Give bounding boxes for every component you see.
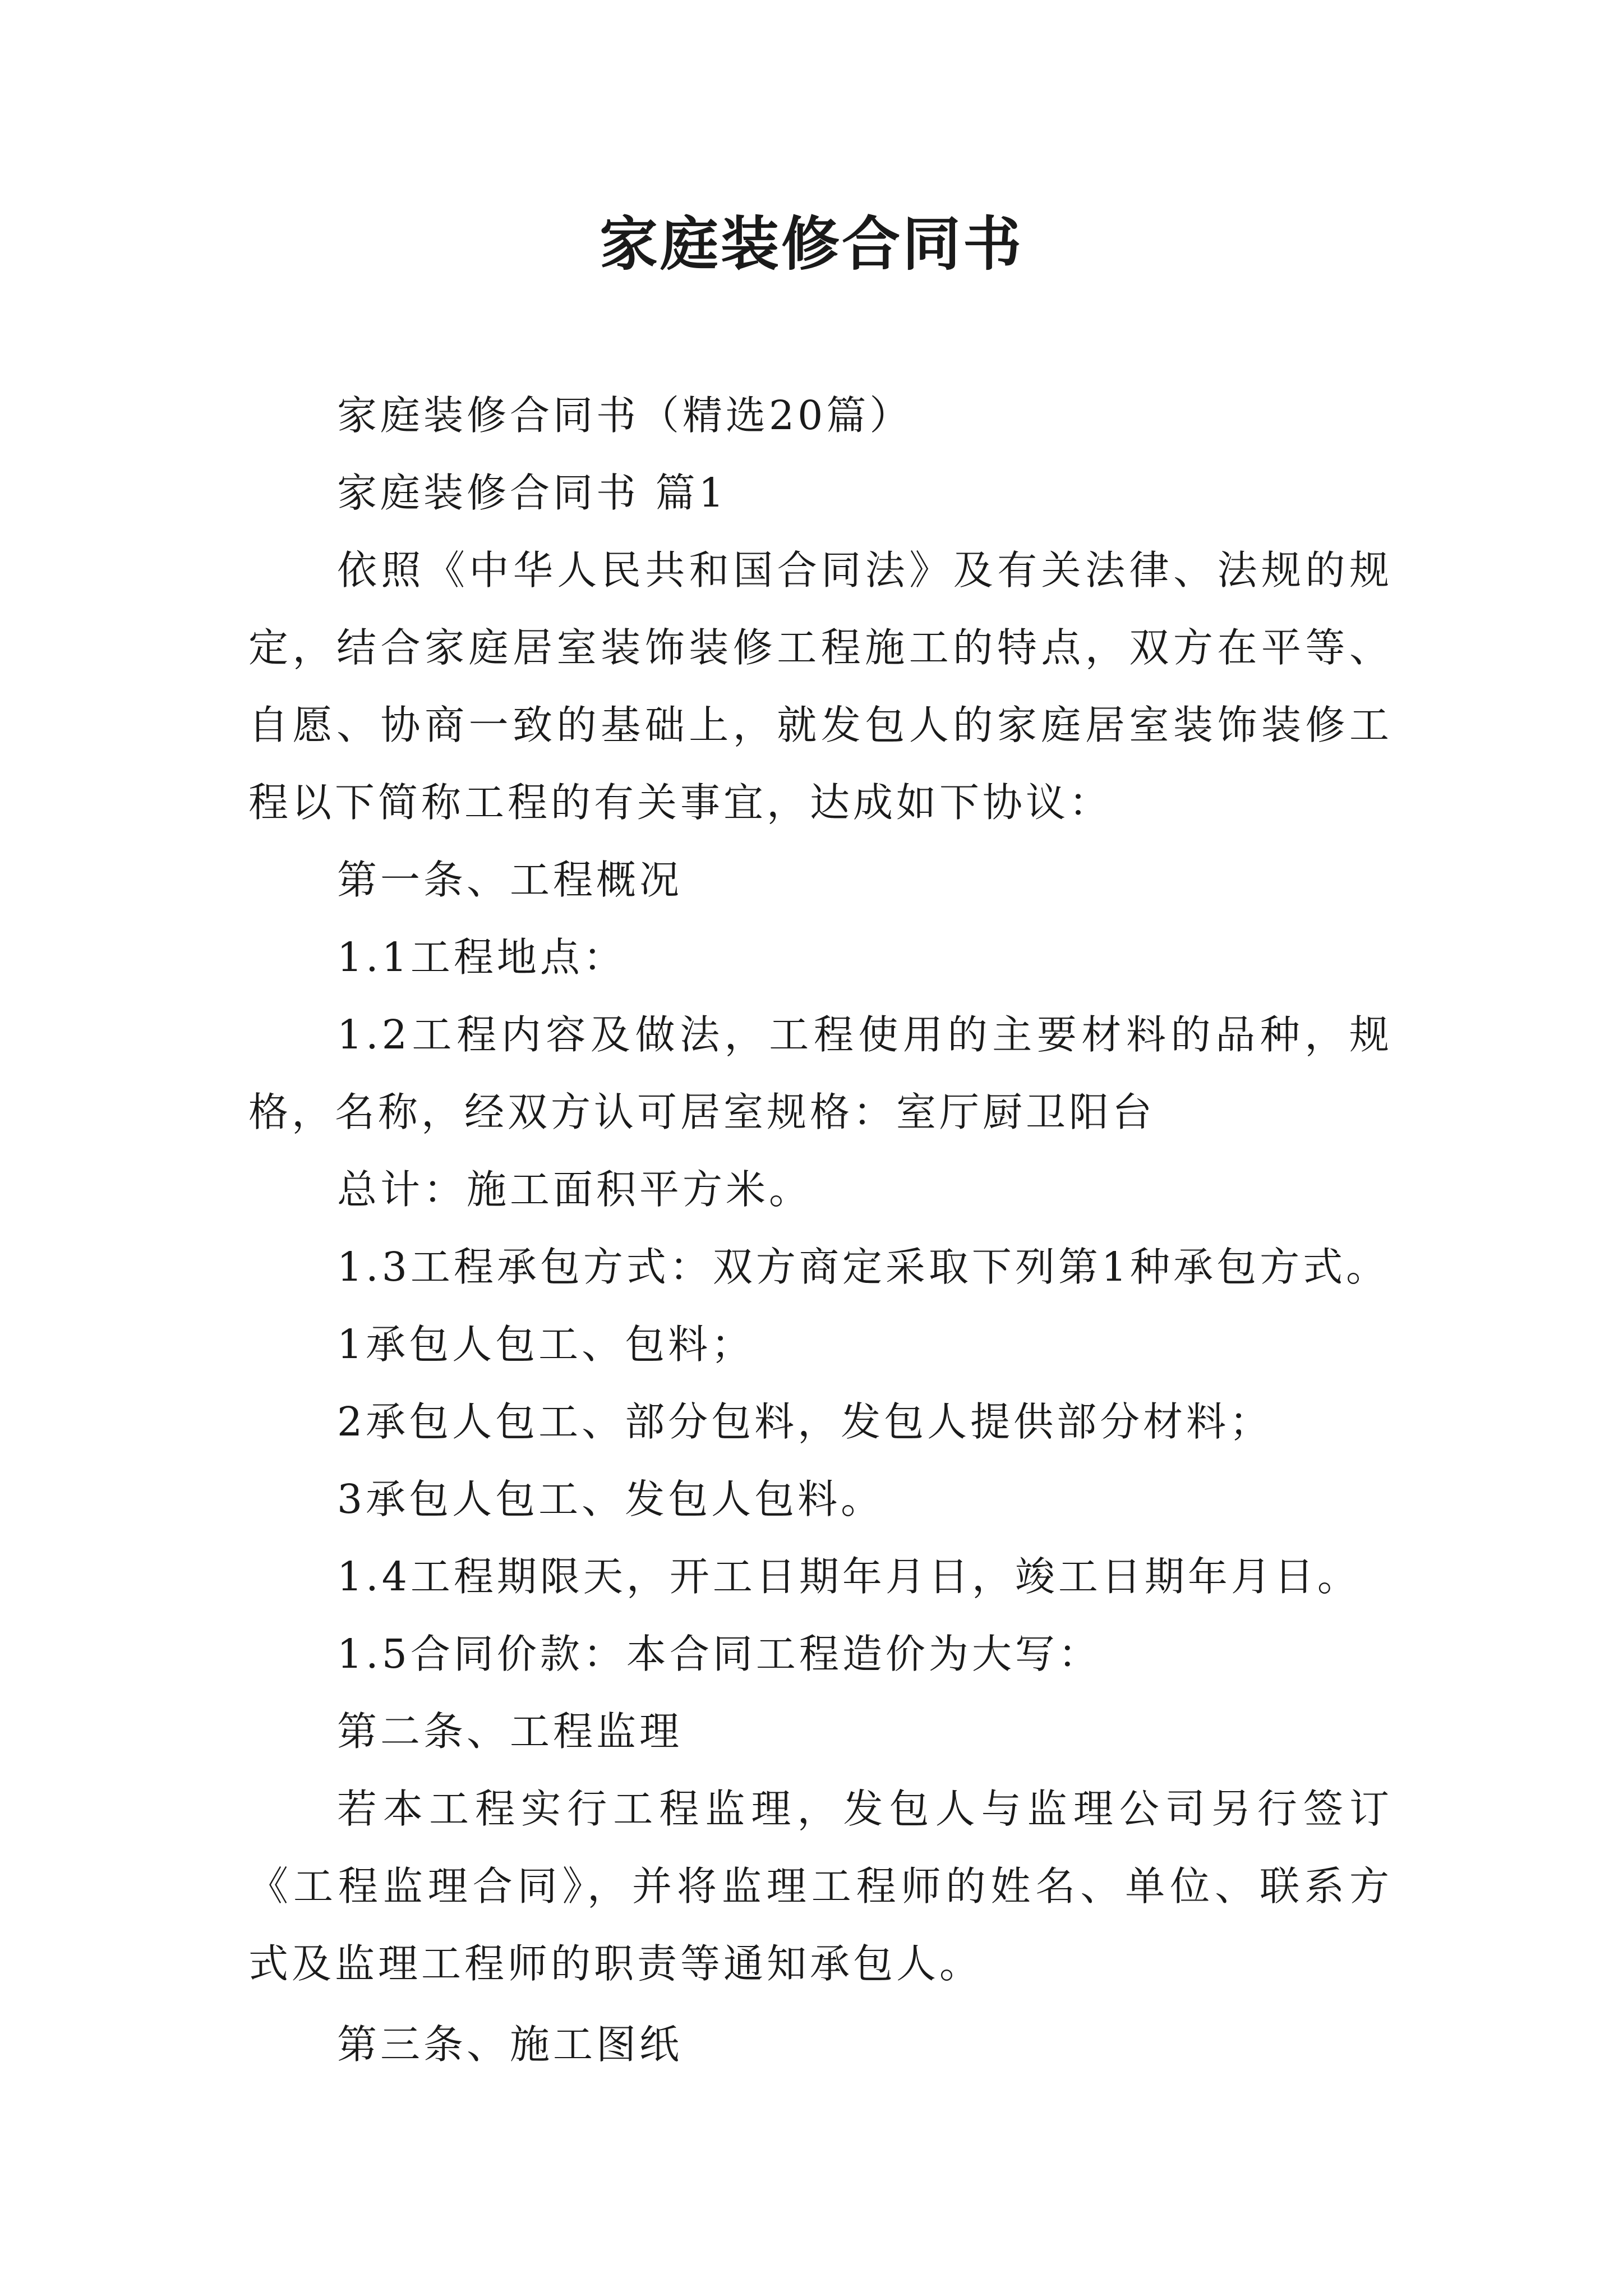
article-heading: 第二条、工程监理	[337, 1708, 683, 1755]
clause-paragraph: 1.2工程内容及做法，工程使用的主要材料的品种，规格，名称，经双方认可居室规格：室厅厨卫阳台	[248, 1011, 1393, 1135]
clause-paragraph: 1.4工程期限天，开工日期年月日，竣工日期年月日。	[337, 1553, 1361, 1600]
option-item: 1承包人包工、包料；	[337, 1321, 755, 1368]
option-item: 3承包人包工、发包人包料。	[337, 1476, 884, 1522]
clause-paragraph: 1.1工程地点：	[337, 934, 626, 981]
subtitle: 家庭装修合同书（精选20篇）	[337, 392, 913, 439]
clause-paragraph: 1.5合同价款：本合同工程造价为大写：	[337, 1631, 1101, 1677]
option-item: 2承包人包工、部分包料，发包人提供部分材料；	[337, 1398, 1273, 1445]
section-heading: 家庭装修合同书 篇1	[337, 470, 727, 516]
intro-paragraph: 依照《中华人民共和国合同法》及有关法律、法规的规定，结合家庭居室装饰装修工程施工的特点，双方在平等、自愿、协商一致的基础上，就发包人的家庭居室装饰装修工程以下简称工程的有关事宜，达成如下协议：	[248, 547, 1393, 826]
article-heading: 第三条、施工图纸	[337, 2021, 683, 2068]
article-heading: 第一条、工程概况	[337, 857, 683, 903]
document-body	[248, 377, 1393, 2083]
document-title: 家庭装修合同书	[599, 209, 1023, 278]
clause-paragraph: 1.3工程承包方式：双方商定采取下列第1种承包方式。	[337, 1244, 1390, 1290]
clause-paragraph: 若本工程实行工程监理，发包人与监理公司另行签订《工程监理合同》，并将监理工程师的姓名、单位、联系方式及监理工程师的职责等通知承包人。	[248, 1786, 1393, 1987]
clause-paragraph: 总计：施工面积平方米。	[337, 1166, 813, 1213]
